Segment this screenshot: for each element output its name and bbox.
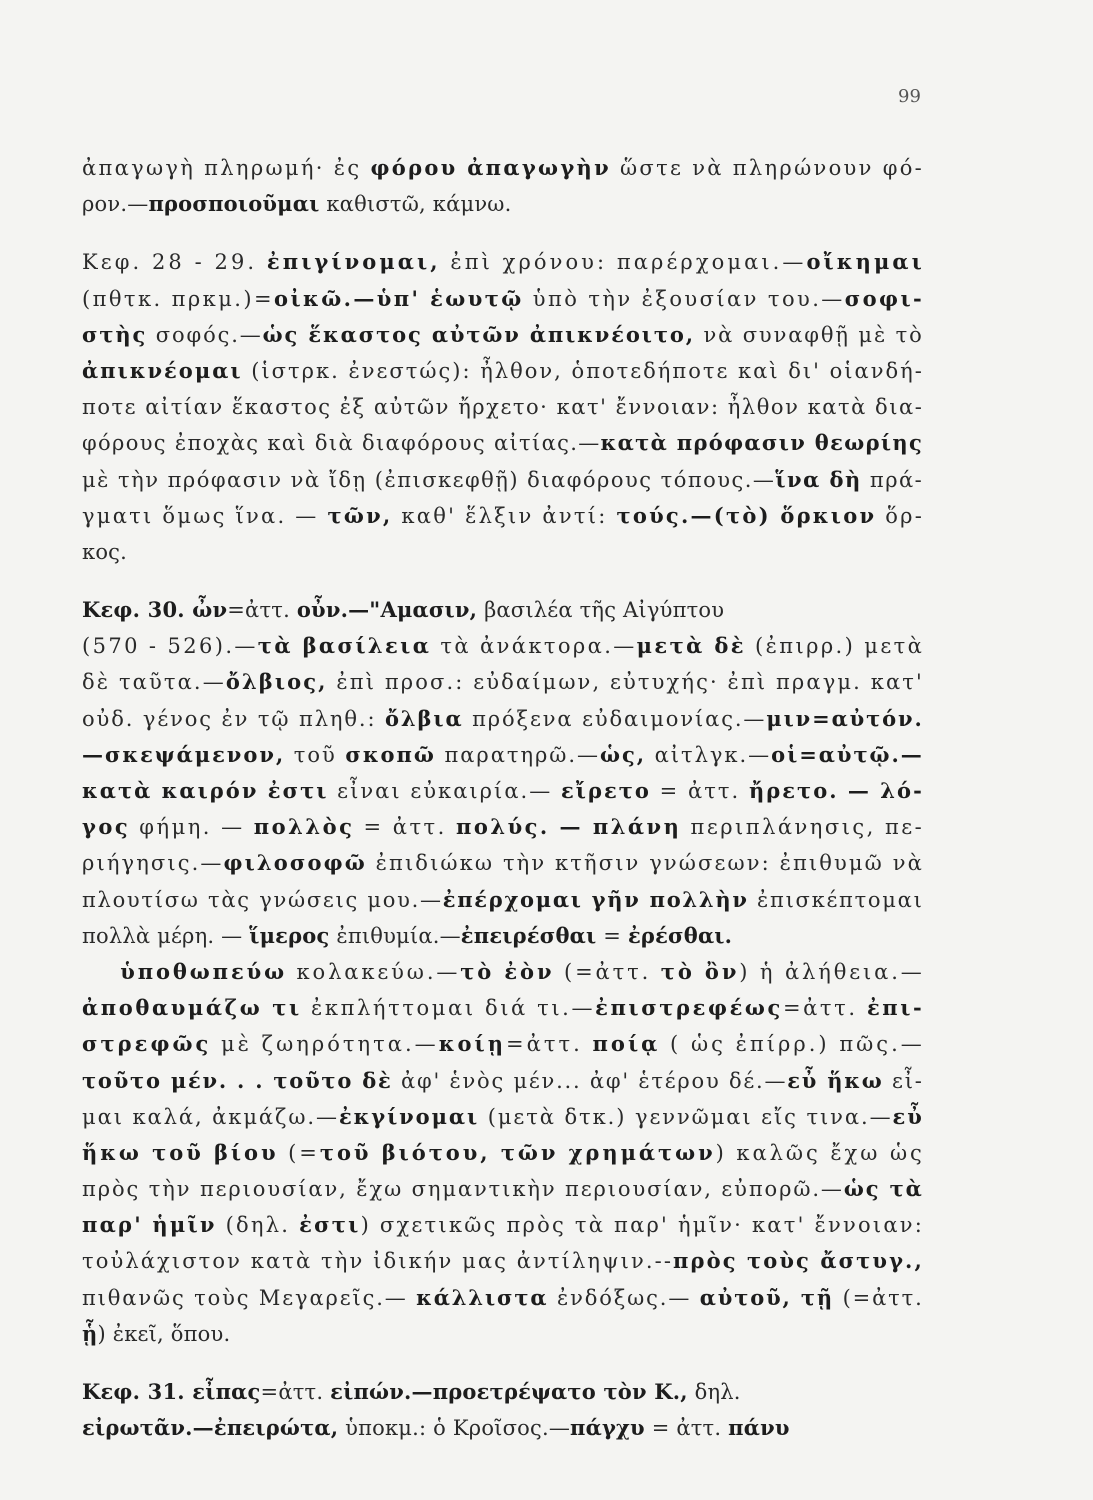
lemma-bold: προσποιοῦμαι (148, 191, 320, 217)
gloss-text: ) ἡ ἀλήθεια.— (739, 959, 925, 984)
gloss-text: ) καλῶς ἔχω ὡς (715, 1140, 925, 1165)
lemma-bold: κατὰ καιρόν ἐστι (82, 778, 329, 803)
gloss-text: παρατηρῶ.— (435, 742, 601, 767)
lemma-bold: κατὰ πρόφασιν θεωρίης (600, 430, 924, 456)
lemma-bold: εἰπών.—προετρέψατο τὸν Κ., (330, 1379, 688, 1404)
gloss-text: (=ἀττ. (554, 959, 661, 984)
lemma-bold: πρὸς τοὺς ἄστυγ., (673, 1248, 924, 1274)
gloss-text: ) σχετικῶς πρὸς τὰ παρ' ἡμῖν· κατ' ἔννοιαν: (360, 1213, 925, 1238)
lemma-bold: πάνυ (728, 1415, 790, 1441)
text-line (82, 462, 922, 498)
gloss-text: βασιλέα τῆς Αἰγύπτου (477, 598, 725, 623)
text-line (82, 918, 922, 954)
lemma-bold: παρ' ἡμῖν (82, 1212, 217, 1238)
text-line (82, 353, 922, 389)
gloss-text: νὰ συναφθῇ μὲ τὸ (694, 322, 924, 347)
text-line (82, 628, 925, 664)
text-line (82, 773, 922, 809)
gloss-text: ἀπαγωγὴ πληρωμή· ἐς (82, 156, 371, 180)
gloss-text: (ἐπιρρ.) μετὰ (745, 634, 925, 659)
lemma-bold: πολύς. — πλάνη (456, 814, 682, 840)
text-line (82, 882, 922, 918)
gloss-text (82, 960, 120, 984)
text-line (82, 1243, 922, 1279)
text-line (82, 1280, 922, 1316)
lemma-bold: σοφι- (844, 285, 925, 311)
gloss-text: σοφός.— (147, 322, 263, 347)
text-line (82, 1171, 922, 1207)
lemma-bold: ὄλβια (385, 705, 464, 731)
lemma-bold: —σκεψάμενον, (82, 741, 286, 767)
gloss-text: =ἀττ. (227, 598, 297, 623)
gloss-text: ἐπιθυμία.— (329, 923, 461, 948)
gloss-text: καθ' ἕλξιν ἀντί: (392, 503, 617, 528)
gloss-text: μὲ ζωηρότητα.— (211, 1032, 439, 1057)
gloss-text: (= (278, 1140, 320, 1165)
lemma-bold: οὖν.—"Αμασιν, (296, 597, 478, 623)
gloss-text: ( ὡς ἐπίρρ.) πῶς.— (660, 1032, 925, 1057)
gloss-text: = ἀττ. (650, 779, 749, 803)
gloss-text: ἐπὶ χρόνου: παρέρχομαι.— (440, 250, 807, 275)
lemma-bold: ἀπικνέομαι (82, 357, 243, 383)
gloss-text: ἐπισκέπτομαι (748, 887, 924, 912)
text-line (82, 1099, 922, 1135)
lemma-bold: ὡς, (600, 741, 647, 767)
lemma-bold: τὸ ἐὸν (460, 958, 555, 984)
lemma-bold: ἤρετο. — λό- (748, 778, 924, 803)
lemma-bold: ὄλβιος, (225, 669, 328, 695)
gloss-text: Κεφ. 28 - 29. (82, 250, 267, 275)
lemma-bold: ᾗ (82, 1320, 98, 1346)
lemma-bold: εὖ (892, 1103, 924, 1129)
gloss-text: ποτε αἰτίαν ἕκαστος ἐξ αὐτῶν ἤρχετο· κατ' ἔννοιαν: ἦλθον κατὰ δια- (82, 395, 924, 420)
gloss-text: κολακεύω.— (286, 959, 461, 984)
text-line (82, 186, 922, 222)
gloss-text: =ἀττ. (260, 1380, 331, 1404)
gloss-text: περιπλάνησις, πε- (681, 815, 925, 840)
lemma-bold: κάλλιστα (416, 1284, 549, 1310)
lemma-bold: Κεφ. 30. ὦν (82, 597, 228, 623)
gloss-text: πρὸς τὴν περιουσίαν, ἔχω σημαντικὴν περιουσίαν, εὐπορῶ.— (82, 1177, 844, 1202)
gloss-text: (δηλ. (216, 1213, 300, 1238)
text-line (82, 281, 925, 317)
lemma-bold: ἐπέρχομαι γῆν πολλὴν (442, 886, 749, 912)
lemma-bold: φόρου ἀπαγωγὴν (370, 155, 611, 180)
gloss-text: πιθανῶς τοὺς Μεγαρεῖς.— (82, 1285, 417, 1310)
text-line (82, 534, 922, 570)
gloss-text: τοὐλάχιστον κατὰ τὴν ἰδικήν μας ἀντίληψιν.-- (82, 1249, 674, 1274)
text-line (82, 1316, 922, 1352)
lemma-bold: ὑποθωπεύω (120, 958, 287, 984)
text-line (82, 425, 922, 461)
lemma-bold: ἐπιστρεφέως (595, 995, 783, 1021)
gloss-text: πολλὰ μέρη. — (82, 923, 250, 948)
gloss-text: ὑπὸ τὴν ἐξουσίαν του.— (523, 286, 845, 311)
text-line (82, 809, 925, 845)
gloss-text: = ἀττ. (644, 1416, 729, 1441)
gloss-text: ἀφ' ἑνὸς μέν... ἀφ' ἑτέρου δέ.— (392, 1068, 788, 1093)
text-line (82, 737, 922, 773)
lemma-bold: ἐπι- (866, 995, 925, 1021)
lemma-bold: ἐπειρέσθαι (460, 922, 597, 948)
text-line (82, 664, 922, 700)
gloss-text: καθιστῶ, κάμνω. (319, 192, 512, 217)
gloss-text: =ἀττ. (782, 996, 867, 1021)
lemma-bold: οἴκημαι (806, 249, 925, 275)
text-line (82, 990, 925, 1026)
gloss-text: =ἀττ. (506, 1032, 593, 1057)
text-body (82, 150, 925, 1446)
lemma-bold: σκοπῶ (345, 741, 436, 767)
gloss-text: οὐδ. γένος ἐν τῷ πληθ.: (82, 706, 386, 731)
lemma-bold: πολλὸς (253, 814, 355, 840)
gloss-text: ἐπιδιώκω τὴν κτῆσιν γνώσεων: ἐπιθυμῶ νὰ (366, 851, 924, 876)
text-line (82, 1410, 922, 1446)
lemma-bold: ὡς τὰ (843, 1176, 924, 1202)
gloss-text: = ἀττ. (354, 815, 457, 840)
lemma-bold: στρεφῶς (82, 1031, 212, 1057)
gloss-text: ρον.— (82, 192, 149, 217)
lemma-bold: μετὰ δὲ (636, 633, 746, 659)
lemma-bold: κοίῃ (438, 1031, 506, 1057)
gloss-text: τὰ ἀνάκτορα.— (431, 634, 637, 659)
gloss-text: φήμη. — (130, 815, 254, 840)
lemma-bold: πάγχυ (570, 1415, 645, 1441)
lemma-bold: ὡς ἕκαστος αὐτῶν ἀπικνέοιτο, (262, 321, 695, 347)
page-number: 99 (898, 86, 921, 107)
gloss-text: (πθτκ. πρκμ.)= (82, 286, 275, 311)
text-line (82, 1063, 922, 1099)
gloss-text: φόρους ἐποχὰς καὶ διὰ διαφόρους αἰτίας.— (82, 431, 601, 456)
lemma-bold: ἐπιγίνομαι, (266, 249, 441, 275)
lemma-bold: τούς.—(τὸ) ὅρκιον (616, 502, 877, 528)
lemma-bold: γος (82, 814, 131, 840)
lemma-bold: τοῦ βιότου, τῶν χρημάτων (319, 1139, 716, 1165)
text-line (82, 701, 922, 737)
gloss-text: μὲ τὴν πρόφασιν νὰ ἴδῃ (ἐπισκεφθῇ) διαφόρους τόπους.— (82, 467, 776, 492)
lemma-bold: τοῦτο μέν. . . τοῦτο δὲ (82, 1067, 393, 1093)
gloss-text: δηλ. (687, 1380, 741, 1404)
text-line (82, 1207, 925, 1243)
text-line (82, 150, 925, 186)
lemma-bold: ἵνα δὴ (775, 466, 862, 492)
lemma-bold: τὰ βασίλεια (257, 633, 432, 659)
gloss-text: κος. (82, 539, 128, 564)
text-line (82, 592, 922, 628)
lemma-bold: τὸ ὂν (660, 958, 740, 984)
gloss-text: (ἱστρκ. ἐνεστώς): ἦλθον, ὁποτεδήποτε καὶ δι' οἱανδή- (242, 358, 924, 383)
lemma-bold: οἰκῶ.—ὑπ' ἑωυτῷ (274, 285, 524, 311)
text-line (82, 1135, 925, 1171)
text-line (82, 244, 925, 280)
lemma-bold: φιλοσοφῶ (223, 850, 367, 876)
gloss-text: ἐπὶ προσ.: εὐδαίμων, εὐτυχής· ἐπὶ πραγμ. κατ' (327, 670, 924, 695)
gloss-text: (570 - 526).— (82, 634, 258, 659)
gloss-text: τοῦ (285, 742, 346, 767)
lemma-bold: οἱ=αὐτῷ.— (771, 741, 924, 767)
lemma-bold: μιν=αὐτόν. (766, 705, 924, 731)
lemma-bold: Κεφ. 31. εἶπας (82, 1379, 261, 1404)
lemma-bold: εἰρωτᾶν.—ἐπειρώτα, (82, 1415, 339, 1441)
gloss-text: ὅρ- (876, 503, 925, 528)
lemma-bold: ἥκω τοῦ βίου (82, 1139, 279, 1165)
lemma-bold: εἴρετο (560, 778, 651, 803)
lemma-bold: ἐκγίνομαι (338, 1103, 480, 1129)
gloss-text: (μετὰ δτκ.) γεννῶμαι εἴς τινα.— (479, 1104, 893, 1129)
lemma-bold: ἀποθαυμάζω τι (82, 995, 302, 1021)
gloss-text: ἐκπλήττομαι διά τι.— (301, 996, 596, 1021)
gloss-text: ὥστε νὰ πληρώνουν φό- (610, 156, 925, 180)
gloss-text: ὑποκμ.: ὁ Κροῖσος.— (338, 1416, 571, 1441)
gloss-text: εἶναι εὐκαιρία.— (328, 779, 561, 803)
gloss-text: πρά- (861, 467, 924, 492)
text-line (82, 1374, 922, 1410)
lemma-bold: τῶν, (327, 502, 393, 528)
gloss-text: = (596, 923, 628, 948)
text-line (82, 954, 925, 990)
lemma-bold: ἐστι (299, 1212, 361, 1238)
lemma-bold: εὖ ἥκω (787, 1067, 884, 1093)
gloss-text: πλουτίσω τὰς γνώσεις μου.— (82, 887, 443, 912)
text-line (82, 1026, 925, 1062)
lemma-bold: ἐρέσθαι. (627, 922, 733, 948)
gloss-text: γματι ὅμως ἵνα. — (82, 503, 328, 528)
gloss-text: πρόξενα εὐδαιμονίας.— (463, 706, 767, 731)
gloss-text: αἰτλγκ.— (646, 742, 772, 767)
gloss-text: (=ἀττ. (834, 1285, 924, 1310)
text-line (82, 317, 922, 353)
gloss-text: μαι καλά, ἀκμάζω.— (82, 1104, 339, 1129)
text-line (82, 389, 922, 425)
text-line (82, 845, 922, 881)
gloss-text: δὲ ταῦτα.— (82, 670, 226, 695)
gloss-text: εἶ- (883, 1068, 924, 1093)
lemma-bold: στὴς (82, 321, 148, 347)
gloss-text: ἐνδόξως.— (548, 1285, 700, 1310)
gloss-text: ριήγησις.— (82, 851, 224, 876)
gloss-text: ) ἐκεῖ, ὅπου. (97, 1321, 231, 1346)
lemma-bold: αὐτοῦ, τῇ (699, 1284, 835, 1310)
lemma-bold: ἵμερος (249, 922, 330, 948)
lemma-bold: ποίᾳ (592, 1031, 661, 1057)
text-line (82, 498, 925, 534)
